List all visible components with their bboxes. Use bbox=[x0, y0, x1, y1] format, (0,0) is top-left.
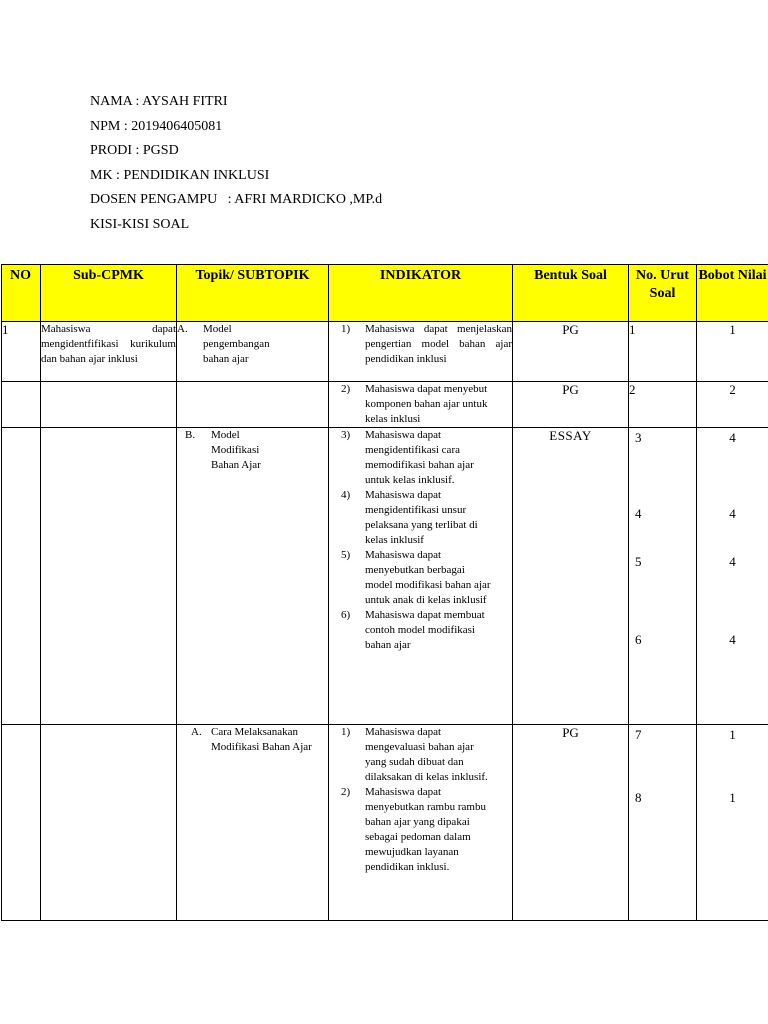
student-prodi: PRODI : PGSD bbox=[90, 143, 179, 159]
row1-topik: A. Model pengembangan bahan ajar bbox=[177, 322, 329, 382]
row1-bobot: 1 bbox=[697, 322, 768, 382]
header-no-urut: No. Urut Soal bbox=[629, 265, 697, 322]
student-name: NAMA : AYSAH FITRI bbox=[90, 94, 228, 109]
row3-indikator-3: Mahasiswa dapat mengidentifikasi cara memodifikasi bahan ajar untuk kelas inklusif. bbox=[365, 429, 474, 486]
header-topik: Topik/ SUBTOPIK bbox=[177, 265, 329, 322]
document-title: KISI-KISI SOAL bbox=[90, 216, 190, 232]
row1-topik-text: Model pengembangan bahan ajar bbox=[203, 323, 270, 365]
row2-nourut: 2 bbox=[629, 382, 697, 428]
row4-indikator: 1) Mahasiswa dapat mengevaluasi bahan ajar yang sudah dibuat dan dilaksakan di kelas inklusif. 2) Mahasiswa dapat menyebutkan rambu rambu bahan ajar yang dipakai sebagai pedoman dalam mewujudkan layanan pendidikan inklusi. bbox=[329, 725, 513, 921]
header-indikator: INDIKATOR bbox=[329, 265, 513, 322]
row3-indikator-4: Mahasiswa dapat mengidentifikasi unsur pelaksana yang terlibat di kelas inklusif bbox=[365, 489, 478, 546]
row3-bentuk: ESSAY bbox=[513, 428, 629, 725]
row4-topik: A. Cara Melaksanakan Modifikasi Bahan Ajar bbox=[177, 725, 329, 921]
bobot-5: 4 bbox=[729, 554, 736, 569]
table-header-row bbox=[2, 265, 768, 322]
row2-bobot: 2 bbox=[697, 382, 768, 428]
row4-indikator-1: Mahasiswa dapat mengevaluasi bahan ajar yang sudah dibuat dan dilaksakan di kelas inklusif. bbox=[365, 726, 488, 783]
row2-bentuk: PG bbox=[513, 382, 629, 428]
header-no: NO bbox=[2, 265, 41, 322]
nourut-7: 7 bbox=[635, 727, 642, 742]
header-subcpmk: Sub-CPMK bbox=[41, 265, 177, 322]
student-info-header bbox=[90, 90, 382, 238]
nourut-5: 5 bbox=[635, 554, 642, 569]
row3-indikator-6: Mahasiswa dapat membuat contoh model modifikasi bahan ajar bbox=[365, 609, 485, 651]
header-bobot: Bobot Nilai bbox=[697, 265, 768, 322]
bobot-4: 4 bbox=[729, 506, 736, 521]
row1-indikator: 1) Mahasiswa dapat menjelaskan pengertian model bahan ajar pendidikan inklusi bbox=[329, 322, 513, 382]
row1-no: 1 bbox=[2, 322, 41, 382]
kisi-kisi-table bbox=[1, 264, 768, 921]
bobot-8: 1 bbox=[729, 790, 736, 805]
bobot-7: 1 bbox=[729, 727, 736, 742]
row3-indikator-5: Mahasiswa dapat menyebutkan berbagai model modifikasi bahan ajar untuk anak di kelas inklusif bbox=[365, 549, 491, 606]
header-bentuk-soal: Bentuk Soal bbox=[513, 265, 629, 322]
nourut-8: 8 bbox=[635, 790, 642, 805]
row4-indikator-2: Mahasiswa dapat menyebutkan rambu rambu bahan ajar yang dipakai sebagai pedoman dalam mewujudkan layanan pendidikan inklusi. bbox=[365, 786, 486, 873]
row1-subcpmk: Mahasiswa dapat mengidentfifikasi kurikulum dan bahan ajar inklusi bbox=[41, 322, 177, 382]
student-npm: NPM : 2019406405081 bbox=[90, 118, 223, 134]
nourut-4: 4 bbox=[635, 506, 642, 521]
row2-indikator-text: Mahasiswa dapat menyebut komponen bahan ajar untuk kelas inklusi bbox=[365, 383, 488, 425]
row1-bentuk: PG bbox=[513, 322, 629, 382]
row4-topik-text: Cara Melaksanakan Modifikasi Bahan Ajar bbox=[211, 726, 312, 753]
course-name: MK : PENDIDIKAN INKLUSI bbox=[90, 167, 270, 183]
row3-topik: B. Model Modifikasi Bahan Ajar bbox=[177, 428, 329, 725]
table-row bbox=[2, 725, 768, 921]
row4-bentuk: PG bbox=[513, 725, 629, 921]
nourut-3: 3 bbox=[635, 430, 642, 445]
table-row bbox=[2, 428, 768, 725]
row4-bobot bbox=[697, 725, 768, 921]
lecturer-name: DOSEN PENGAMPU : AFRI MARDICKO ,MP.d bbox=[90, 192, 383, 208]
row1-indikator-text: Mahasiswa dapat menjelaskan pengertian model bahan ajar pendidikan inklusi bbox=[365, 323, 512, 365]
row3-indikator: 3) Mahasiswa dapat mengidentifikasi cara memodifikasi bahan ajar untuk kelas inklusif. 4) Mahasiswa dapat mengidentifikasi unsur pelaksana yang terlibat di kelas inklusif 5) Mahasiswa dapat menyebutkan berbagai model modifikasi bahan ajar untuk anak di kelas inklusif 6) Mahasiswa dapat membuat contoh model modifikasi bahan ajar bbox=[329, 428, 513, 725]
row4-nourut bbox=[629, 725, 697, 921]
row3-bobot bbox=[697, 428, 768, 725]
table-row bbox=[2, 382, 768, 428]
nourut-6: 6 bbox=[635, 632, 642, 647]
bobot-6: 4 bbox=[729, 632, 736, 647]
row2-indikator: 2) Mahasiswa dapat menyebut komponen bahan ajar untuk kelas inklusi bbox=[329, 382, 513, 428]
row3-topik-text: Model Modifikasi Bahan Ajar bbox=[211, 429, 261, 471]
bobot-3: 4 bbox=[729, 430, 736, 445]
row3-nourut bbox=[629, 428, 697, 725]
row1-nourut: 1 bbox=[629, 322, 697, 382]
table-row bbox=[2, 322, 768, 382]
